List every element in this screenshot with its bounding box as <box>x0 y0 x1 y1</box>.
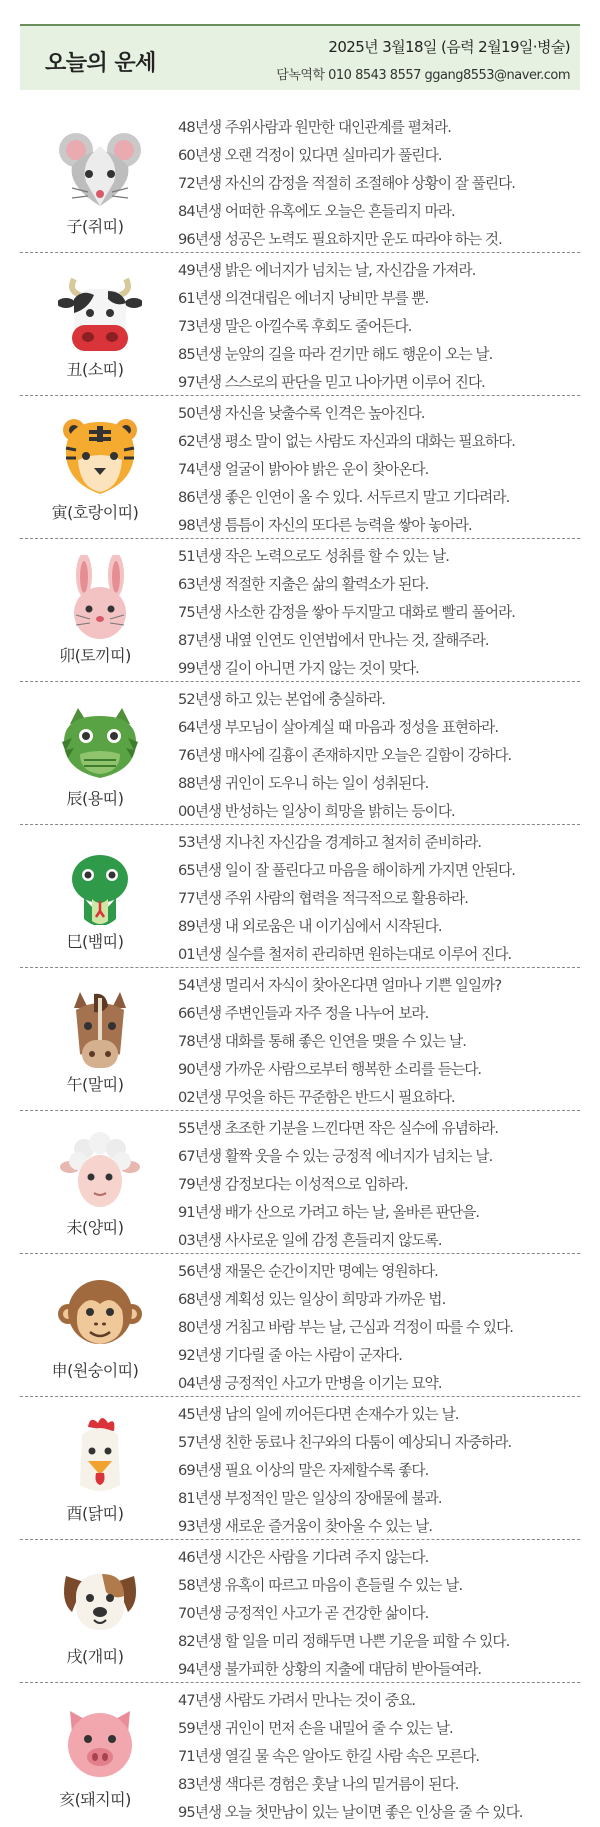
fortune-lines <box>178 1544 578 1684</box>
fortune-lines <box>178 1115 578 1255</box>
fortune-line: 81년생 부정적인 말은 일상의 장애물에 불과. <box>178 1490 442 1507</box>
fortune-line: 87년생 내옆 인연도 인연법에서 만나는 것, 잘해주라. <box>178 632 489 649</box>
animal-label: 子(쥐띠) <box>66 217 124 236</box>
fortune-line: 49년생 밝은 에너지가 넘치는 날, 자신감을 가져라. <box>178 262 476 279</box>
pig-icon <box>58 1699 142 1783</box>
fortune-line: 61년생 의견대립은 에너지 낭비만 부를 뿐. <box>178 290 429 307</box>
horse-icon <box>58 984 142 1068</box>
fortune-line: 69년생 필요 이상의 말은 자제할수록 좋다. <box>178 1462 429 1479</box>
animal-label: 寅(호랑이띠) <box>51 503 139 522</box>
header-banner <box>20 24 580 90</box>
animal-cell <box>20 1397 170 1540</box>
monkey-icon <box>58 1270 142 1354</box>
fortune-line: 75년생 사소한 감정을 쌓아 두지말고 대화로 빨리 풀어라. <box>178 604 516 621</box>
animal-cell <box>20 253 170 396</box>
fortune-lines <box>178 829 578 969</box>
fortune-lines <box>178 543 578 683</box>
fortune-line: 63년생 적절한 지출은 삶의 활력소가 된다. <box>178 576 429 593</box>
animal-label: 卯(토끼띠) <box>59 646 131 665</box>
fortune-line: 60년생 오랜 걱정이 있다면 실마리가 풀린다. <box>178 147 442 164</box>
fortune-line: 68년생 계획성 있는 일상이 희망과 가까운 법. <box>178 1291 446 1308</box>
fortune-line: 03년생 사사로운 일에 감정 흔들리지 않도록. <box>178 1232 442 1249</box>
fortune-line: 86년생 좋은 인연이 올 수 있다. 서두르지 말고 기다려라. <box>178 489 510 506</box>
sheep-icon <box>58 1127 142 1211</box>
fortune-line: 59년생 귀인이 먼저 손을 내밀어 줄 수 있는 날. <box>178 1720 453 1737</box>
animal-label: 未(양띠) <box>66 1218 124 1237</box>
tiger-icon <box>58 412 142 496</box>
fortune-line: 76년생 매사에 길흉이 존재하지만 오늘은 길함이 강하다. <box>178 747 512 764</box>
fortune-line: 92년생 기다릴 줄 아는 사람이 군자다. <box>178 1347 402 1364</box>
fortune-line: 53년생 지나친 자신감을 경계하고 철저히 준비하라. <box>178 834 482 851</box>
fortune-line: 45년생 남의 일에 끼어든다면 손재수가 있는 날. <box>178 1406 459 1423</box>
fortune-line: 97년생 스스로의 판단을 믿고 나아가면 이루어 진다. <box>178 374 485 391</box>
fortune-line: 91년생 배가 산으로 가려고 하는 날, 올바른 판단을. <box>178 1204 480 1221</box>
zodiac-row <box>20 682 580 825</box>
fortune-lines <box>178 114 578 254</box>
fortune-line: 99년생 길이 아니면 가지 않는 것이 맞다. <box>178 660 419 677</box>
contact-line: 담녹역학 010 8543 8557 ggang8553@naver.com <box>276 68 570 83</box>
fortune-line: 80년생 거침고 바람 부는 날, 근심과 걱정이 따를 수 있다. <box>178 1319 514 1336</box>
animal-cell <box>20 110 170 253</box>
fortune-line: 82년생 할 일을 미리 정해두면 나쁜 기운을 피할 수 있다. <box>178 1633 510 1650</box>
animal-label: 亥(돼지띠) <box>59 1790 131 1809</box>
fortune-line: 65년생 일이 잘 풀린다고 마음을 해이하게 가지면 안된다. <box>178 862 516 879</box>
animal-cell <box>20 682 170 825</box>
fortune-line: 94년생 불가피한 상황의 지출에 대담히 받아들여라. <box>178 1661 482 1678</box>
fortune-line: 79년생 감정보다는 이성적으로 임하라. <box>178 1176 408 1193</box>
fortune-line: 71년생 열길 물 속은 알아도 한길 사람 속은 모른다. <box>178 1748 480 1765</box>
animal-cell <box>20 825 170 968</box>
zodiac-row <box>20 968 580 1111</box>
fortune-line: 02년생 무엇을 하든 꾸준함은 반드시 필요하다. <box>178 1089 455 1106</box>
rooster-icon <box>58 1413 142 1497</box>
fortune-line: 70년생 긍정적인 사고가 곧 건강한 삶이다. <box>178 1605 429 1622</box>
fortune-line: 54년생 멀리서 자식이 찾아온다면 얼마나 기쁜 일일까? <box>178 977 502 994</box>
fortune-line: 72년생 자신의 감정을 적절히 조절해야 상황이 잘 풀린다. <box>178 175 516 192</box>
fortune-line: 01년생 실수를 철저히 관리하면 원하는대로 이루어 진다. <box>178 946 512 963</box>
fortune-lines <box>178 1687 578 1827</box>
zodiac-row <box>20 539 580 682</box>
fortune-line: 77년생 주위 사람의 협력을 적극적으로 활용하라. <box>178 890 468 907</box>
fortune-line: 96년생 성공은 노력도 필요하지만 운도 따라야 하는 것. <box>178 231 502 248</box>
fortune-line: 98년생 틈틈이 자신의 또다른 능력을 쌓아 놓아라. <box>178 517 472 534</box>
zodiac-list <box>20 110 580 1826</box>
fortune-line: 90년생 가까운 사람으로부터 행복한 소리를 듣는다. <box>178 1061 482 1078</box>
fortune-line: 83년생 색다른 경험은 훗날 나의 밑거름이 된다. <box>178 1776 459 1793</box>
fortune-line: 58년생 유혹이 따르고 마음이 흔들릴 수 있는 날. <box>178 1577 463 1594</box>
zodiac-row <box>20 1397 580 1540</box>
fortune-line: 04년생 긍정적인 사고가 만병을 이기는 묘약. <box>178 1375 442 1392</box>
fortune-line: 84년생 어떠한 유혹에도 오늘은 흔들리지 마라. <box>178 203 455 220</box>
zodiac-row <box>20 1111 580 1254</box>
animal-label: 辰(용띠) <box>66 789 124 808</box>
fortune-line: 85년생 눈앞의 길을 따라 걷기만 해도 행운이 오는 날. <box>178 346 493 363</box>
fortune-lines <box>178 400 578 540</box>
zodiac-row <box>20 1540 580 1683</box>
fortune-line: 52년생 하고 있는 본업에 충실하라. <box>178 691 386 708</box>
cow-icon <box>58 269 142 353</box>
animal-label: 午(말띠) <box>66 1075 124 1094</box>
fortune-line: 62년생 평소 말이 없는 사람도 자신과의 대화는 필요하다. <box>178 433 516 450</box>
fortune-line: 95년생 오늘 첫만남이 있는 날이면 좋은 인상을 줄 수 있다. <box>178 1804 523 1821</box>
zodiac-row <box>20 825 580 968</box>
animal-cell <box>20 1254 170 1397</box>
fortune-line: 55년생 초조한 기분을 느낀다면 작은 실수에 유념하라. <box>178 1120 499 1137</box>
fortune-line: 48년생 주위사람과 원만한 대인관계를 펼쳐라. <box>178 119 452 136</box>
zodiac-row <box>20 1254 580 1397</box>
fortune-line: 51년생 작은 노력으로도 성취를 할 수 있는 날. <box>178 548 450 565</box>
fortune-line: 00년생 반성하는 일상이 희망을 밝히는 등이다. <box>178 803 455 820</box>
fortune-lines <box>178 257 578 397</box>
date-line: 2025년 3월18일 (음력 2월19일·병술) <box>328 38 570 56</box>
fortune-line: 88년생 귀인이 도우니 하는 일이 성취된다. <box>178 775 429 792</box>
snake-icon <box>58 841 142 925</box>
animal-label: 酉(닭띠) <box>66 1504 124 1523</box>
fortune-line: 74년생 얼굴이 밝아야 밝은 운이 찾아온다. <box>178 461 429 478</box>
fortune-line: 57년생 친한 동료나 친구와의 다툼이 예상되니 자중하라. <box>178 1434 512 1451</box>
zodiac-row <box>20 396 580 539</box>
dragon-icon <box>58 698 142 782</box>
fortune-line: 66년생 주변인들과 자주 정을 나누어 보라. <box>178 1005 429 1022</box>
animal-cell <box>20 1540 170 1683</box>
fortune-line: 73년생 말은 아낄수록 후회도 줄어든다. <box>178 318 412 335</box>
fortune-line: 56년생 재물은 순간이지만 명예는 영원하다. <box>178 1263 438 1280</box>
animal-cell <box>20 396 170 539</box>
rabbit-icon <box>58 555 142 639</box>
zodiac-row <box>20 110 580 253</box>
fortune-line: 78년생 대화를 통해 좋은 인연을 맺을 수 있는 날. <box>178 1033 466 1050</box>
animal-label: 戌(개띠) <box>66 1647 124 1666</box>
fortune-line: 64년생 부모님이 살아계실 때 마음과 정성을 표현하라. <box>178 719 499 736</box>
animal-cell <box>20 1683 170 1826</box>
page-title: 오늘의 운세 <box>45 51 156 76</box>
animal-label: 申(원숭이띠) <box>51 1361 139 1380</box>
animal-label: 丑(소띠) <box>66 360 124 379</box>
dog-icon <box>58 1556 142 1640</box>
mouse-icon <box>58 126 142 210</box>
animal-label: 巳(뱀띠) <box>66 932 124 951</box>
fortune-lines <box>178 1401 578 1541</box>
fortune-line: 67년생 활짝 웃을 수 있는 긍정적 에너지가 넘치는 날. <box>178 1148 493 1165</box>
zodiac-row <box>20 1683 580 1826</box>
animal-cell <box>20 1111 170 1254</box>
fortune-line: 46년생 시간은 사람을 기다려 주지 않는다. <box>178 1549 429 1566</box>
zodiac-row <box>20 253 580 396</box>
fortune-line: 50년생 자신을 낮출수록 인격은 높아진다. <box>178 405 425 422</box>
fortune-lines <box>178 686 578 826</box>
fortune-lines <box>178 972 578 1112</box>
fortune-line: 89년생 내 외로움은 내 이기심에서 시작된다. <box>178 918 442 935</box>
fortune-line: 93년생 새로운 즐거움이 찾아올 수 있는 날. <box>178 1518 433 1535</box>
fortune-line: 47년생 사람도 가려서 만나는 것이 중요. <box>178 1692 416 1709</box>
animal-cell <box>20 539 170 682</box>
animal-cell <box>20 968 170 1111</box>
fortune-lines <box>178 1258 578 1398</box>
